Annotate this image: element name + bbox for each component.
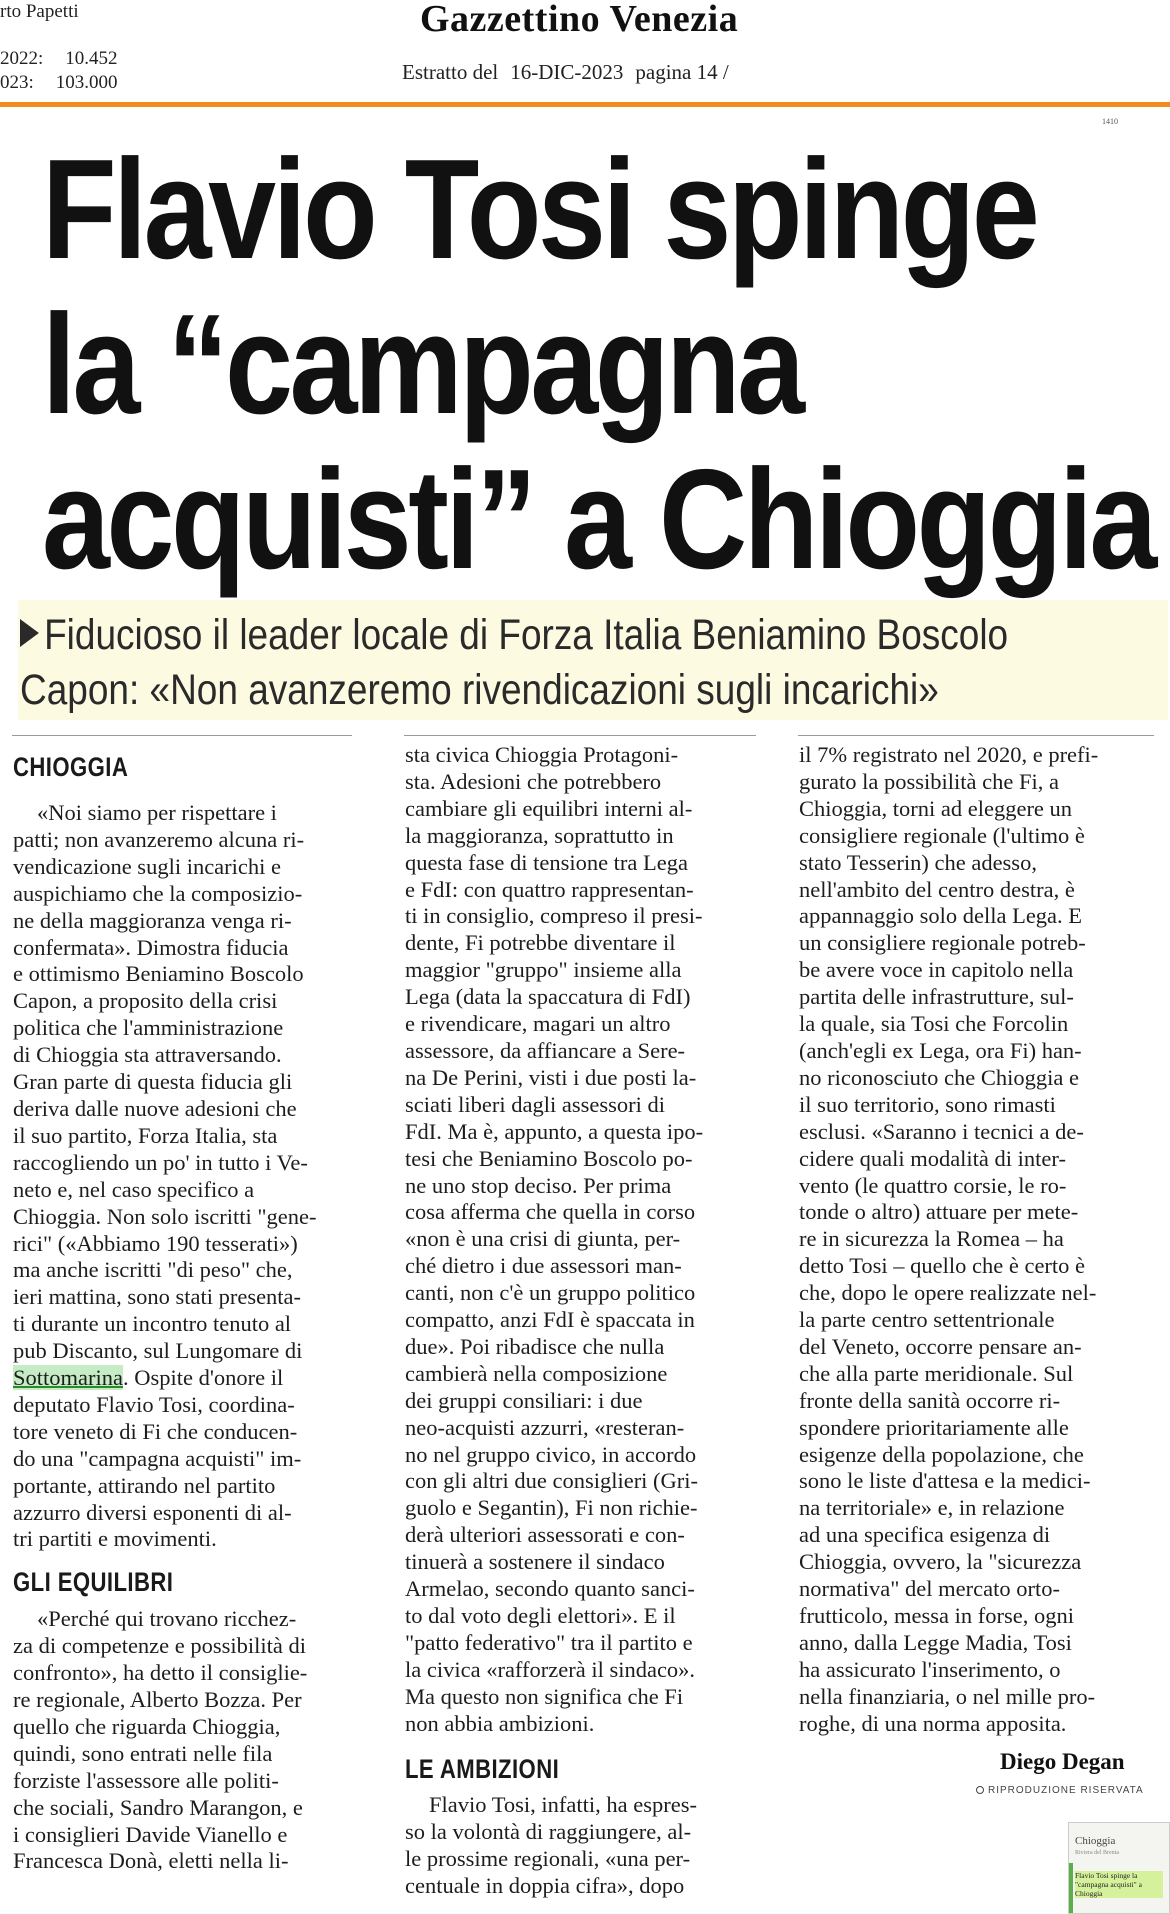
text-line: ne della maggioranza venga ri- xyxy=(13,907,292,933)
text-line: forziste l'assessore alle politi- xyxy=(13,1767,279,1793)
text-line: il suo territorio, sono rimasti xyxy=(799,1091,1056,1117)
thumbnail-subtitle: Riviera del Brenta xyxy=(1075,1850,1119,1856)
text-line: neo-acquisti azzurri, «resteran- xyxy=(405,1414,685,1440)
text-line: il suo partito, Forza Italia, sta xyxy=(13,1122,278,1148)
text-line: cosa afferma che quella in corso xyxy=(405,1199,696,1225)
publication-name: Gazzettino Venezia xyxy=(420,0,739,40)
text-line: pub Discanto, sul Lungomare di xyxy=(13,1338,303,1364)
text-line: sciati liberi dagli assessori di xyxy=(405,1091,665,1117)
text-line: partita delle infrastrutture, sul- xyxy=(799,984,1074,1010)
text-line: tesi che Beniamino Boscolo po- xyxy=(405,1145,693,1171)
article-column-3 xyxy=(799,742,1151,1738)
section-title-ambizioni: LE AMBIZIONI xyxy=(405,1753,560,1784)
extract-date: 16-DIC-2023 xyxy=(510,60,624,84)
text-line: assessore, da affiancare a Sere- xyxy=(405,1037,686,1063)
text-line: dente, Fi potrebbe diventare il xyxy=(405,930,676,956)
text-line: FdI. Ma è, appunto, a questa ipo- xyxy=(405,1118,704,1144)
highlighted-place-name: Sottomarina xyxy=(13,1365,123,1391)
text-line: fronte della sanità occorre ri- xyxy=(799,1387,1061,1413)
article-column-1 xyxy=(13,800,365,1875)
text-line: ché dietro i due assessori man- xyxy=(405,1253,682,1279)
stat-label-2: 023: xyxy=(0,72,34,93)
text-line: cambierà nella composizione xyxy=(405,1360,668,1386)
text-line: Capon, a proposito della crisi xyxy=(13,988,278,1014)
article-column-2 xyxy=(405,742,757,1900)
text-line: Lega (data la spaccatura di FdI) xyxy=(405,984,691,1010)
text-line: anno, dalla Legge Madia, Tosi xyxy=(799,1629,1072,1655)
text-line: neto e, nel caso specifico a xyxy=(13,1176,255,1202)
dateline: CHIOGGIA xyxy=(13,752,129,782)
text-line: frutticolo, messa in forse, ogni xyxy=(799,1603,1074,1628)
text-line: roghe, di una norma apposita. xyxy=(799,1710,1067,1736)
text-line: di Chioggia sta attraversando. xyxy=(13,1042,282,1068)
text-line: re regionale, Alberto Bozza. Per xyxy=(13,1687,302,1712)
header-left-block xyxy=(0,0,118,95)
text-line: dei gruppi consiliari: i due xyxy=(405,1387,643,1413)
column-1-lines-c xyxy=(13,1606,365,1875)
text-line: le prossime regionali, «una per- xyxy=(405,1846,691,1872)
triangle-bullet-icon xyxy=(20,619,39,647)
text-line: consigliere regionale (l'ultimo è xyxy=(799,822,1085,848)
text-line: compatto, anzi FdI è spaccata in xyxy=(405,1307,695,1333)
text-line: del Veneto, occorre pensare an- xyxy=(799,1333,1082,1359)
rights-notice xyxy=(976,1785,1144,1796)
text-line: nella finanziaria, o nel mille pro- xyxy=(799,1683,1096,1709)
text-line: na De Perini, visti i due posti la- xyxy=(405,1064,697,1090)
text-line: con gli altri due consiglieri (Gri- xyxy=(405,1468,699,1494)
text-line: so la volontà di raggiungere, al- xyxy=(405,1819,692,1845)
text-line: raccogliendo un po' in tutto i Ve- xyxy=(13,1149,308,1175)
text-line: Flavio Tosi, infatti, ha espres- xyxy=(429,1792,697,1818)
text-line: vendicazione sugli incarichi e xyxy=(13,853,282,879)
text-line: la civica «rafforzerà il sindaco». xyxy=(405,1656,696,1682)
rights-text: RIPRODUZIONE RISERVATA xyxy=(988,1785,1144,1796)
text-line: Francesca Donà, eletti nella li- xyxy=(13,1848,289,1874)
author-fragment: rto Papetti xyxy=(0,1,79,22)
column-1-highlight-rest: . Ospite d'onore il xyxy=(122,1365,284,1391)
text-line: la quale, sia Tosi che Forcolin xyxy=(799,1011,1069,1037)
text-line: Armelao, secondo quanto sanci- xyxy=(405,1576,695,1602)
text-line: confronto», ha detto il consiglie- xyxy=(13,1660,308,1686)
text-line: nell'ambito del centro destra, è xyxy=(799,876,1075,902)
text-line: do una "campagna acquisti" im- xyxy=(13,1445,302,1471)
author-signature: Diego Degan xyxy=(1000,1749,1125,1774)
text-line: auspichiamo che la composizio- xyxy=(13,880,303,906)
text-line: ha assicurato l'inserimento, o xyxy=(799,1656,1061,1682)
text-line: ti durante un incontro tenuto al xyxy=(13,1311,292,1337)
subhead-line-2: Capon: «Non avanzeremo rivendicazioni sugli incarichi» xyxy=(20,666,939,714)
page-label: pagina 14 / xyxy=(635,60,729,84)
text-line: rici" («Abbiamo 190 tesserati») xyxy=(13,1230,298,1256)
text-line: sta civica Chioggia Protagoni- xyxy=(405,742,679,767)
text-line: «Noi siamo per rispettare i xyxy=(37,800,277,825)
text-line: ne uno stop deciso. Per prima xyxy=(405,1172,672,1198)
text-line: ma anche iscritti "di peso" che, xyxy=(13,1257,293,1283)
section-title-equilibri: GLI EQUILIBRI xyxy=(13,1567,174,1598)
text-line: gurato la possibilità che Fi, a xyxy=(799,768,1059,794)
text-line: derà ulteriori assessorati e con- xyxy=(405,1522,685,1548)
text-line: maggior "gruppo" insieme alla xyxy=(405,957,682,983)
text-line: canti, non c'è un gruppo politico xyxy=(405,1280,696,1306)
text-line: no nel gruppo civico, in accordo xyxy=(405,1441,697,1467)
header-divider xyxy=(0,102,1170,107)
text-line: sta. Adesioni che potrebbero xyxy=(405,768,662,794)
stat-row-2 xyxy=(0,71,118,95)
text-line: vento (le quattro corsie, le ro- xyxy=(799,1172,1067,1198)
text-line: tore veneto di Fi che conducen- xyxy=(13,1418,298,1444)
text-line: cambiare gli equilibri interni al- xyxy=(405,795,693,821)
text-line: e FdI: con quattro rappresentan- xyxy=(405,876,694,902)
text-line: la maggioranza, soprattutto in xyxy=(405,822,674,848)
text-line: azzurro diversi esponenti di al- xyxy=(13,1499,292,1525)
copyright-icon xyxy=(976,1786,984,1794)
text-line: i consiglieri Davide Vianello e xyxy=(13,1821,288,1847)
text-line: la parte centro settentrionale xyxy=(799,1307,1055,1333)
column-2-lines xyxy=(405,742,757,1738)
text-line: centuale in doppia cifra», dopo xyxy=(405,1873,685,1899)
text-line: «Perché qui trovano ricchez- xyxy=(37,1606,297,1632)
text-line: sono le liste d'attesa e la medici- xyxy=(799,1468,1091,1494)
text-line: deputato Flavio Tosi, coordina- xyxy=(13,1391,295,1417)
text-line: normativa" del mercato orto- xyxy=(799,1576,1060,1602)
column-1-highlight-line xyxy=(13,1365,365,1392)
text-line: e rivendicare, magari un altro xyxy=(405,1011,671,1037)
text-line: confermata». Dimostra fiducia xyxy=(13,934,289,960)
text-line: Ma questo non significa che Fi xyxy=(405,1683,684,1709)
text-line: cidere quali modalità di inter- xyxy=(799,1145,1066,1171)
thumbnail-accent-bar xyxy=(1069,1863,1073,1914)
text-line: Chioggia, torni ad eleggere un xyxy=(799,795,1073,821)
text-line: non abbia ambizioni. xyxy=(405,1710,595,1736)
text-line: appannaggio solo della Lega. E xyxy=(799,903,1083,929)
text-line: quindi, sono entrati nelle fila xyxy=(13,1740,273,1766)
text-line: tri partiti e movimenti. xyxy=(13,1526,217,1552)
text-line: che alla parte meridionale. Sul xyxy=(799,1360,1074,1386)
text-line: (anch'egli ex Lega, ora Fi) han- xyxy=(799,1037,1082,1063)
text-line: questa fase di tensione tra Lega xyxy=(405,849,689,875)
thumbnail-title: Chioggia xyxy=(1075,1835,1116,1847)
text-line: due». Poi ribadisce che nulla xyxy=(405,1333,665,1359)
text-line: no riconosciuto che Chioggia e xyxy=(799,1064,1079,1090)
text-line: za di competenze e possibilità di xyxy=(13,1633,307,1659)
text-line: tonde o altro) attuare per mete- xyxy=(799,1199,1079,1225)
text-line: patti; non avanzeremo alcuna ri- xyxy=(13,826,305,852)
stat-value-2: 103.000 xyxy=(55,72,118,93)
text-line: Chioggia, ovvero, la "sicurezza xyxy=(799,1549,1082,1575)
column-rule-1 xyxy=(12,735,352,736)
column-rule-3 xyxy=(798,735,1154,736)
text-line: ieri mattina, sono stati presenta- xyxy=(13,1284,302,1310)
text-line: Gran parte di questa fiducia gli xyxy=(13,1069,293,1095)
text-line: tinuerà a sostenere il sindaco xyxy=(405,1549,665,1575)
text-line: un consigliere regionale potreb- xyxy=(799,930,1086,956)
column-1-lines-b xyxy=(13,1392,365,1553)
extract-label: Estratto del xyxy=(402,60,499,84)
text-line: ad una specifica esigenza di xyxy=(799,1522,1051,1548)
text-line: esclusi. «Saranno i tecnici a de- xyxy=(799,1118,1084,1144)
text-line: Chioggia. Non solo iscritti "gene- xyxy=(13,1203,317,1229)
text-line: quello che riguarda Chioggia, xyxy=(13,1713,281,1739)
text-line: esigenze della popolazione, che xyxy=(799,1441,1084,1467)
headline-line-2: la “campagna xyxy=(42,285,802,444)
text-line: portante, attirando nel partito xyxy=(13,1472,276,1498)
headline-line-1: Flavio Tosi spinge xyxy=(42,130,1037,289)
stat-row-1 xyxy=(0,47,118,71)
text-line: detto Tosi – quello che è certo è xyxy=(799,1253,1086,1279)
page-thumbnail[interactable] xyxy=(1068,1822,1170,1914)
stat-value-1: 10.452 xyxy=(65,48,118,69)
column-rule-2 xyxy=(404,735,756,736)
text-line: il 7% registrato nel 2020, e prefi- xyxy=(799,742,1099,767)
text-line: be avere voce in capitolo nella xyxy=(799,957,1074,983)
text-line: che, dopo le opere realizzate nel- xyxy=(799,1280,1097,1306)
text-line: stato Tesserin) che adesso, xyxy=(799,849,1037,875)
subhead-line-1: Fiducioso il leader locale di Forza Italia Beniamino Boscolo xyxy=(44,611,1009,659)
column-1-lines xyxy=(13,800,365,1365)
thumbnail-caption: Flavio Tosi spinge la "campagna acquisti" a Chioggia xyxy=(1075,1871,1163,1898)
page-code: 1410 xyxy=(1102,117,1118,126)
text-line: re in sicurezza la Romea – ha xyxy=(799,1226,1064,1252)
stat-label-1: 2022: xyxy=(0,48,44,69)
column-2-lines-b xyxy=(405,1792,757,1900)
text-line: guolo e Segantin), Fi non richie- xyxy=(405,1495,698,1521)
text-line: spondere prioritariamente alle xyxy=(799,1414,1069,1440)
text-line: ti in consiglio, compreso il presi- xyxy=(405,903,703,929)
text-line: e ottimismo Beniamino Boscolo xyxy=(13,961,304,987)
text-line: «non è una crisi di giunta, per- xyxy=(405,1226,681,1252)
text-line: deriva dalle nuove adesioni che xyxy=(13,1095,297,1121)
column-3-lines xyxy=(799,742,1151,1738)
text-line: politica che l'amministrazione xyxy=(13,1015,284,1041)
headline xyxy=(42,130,1154,599)
text-line: to dal voto degli elettori». E il xyxy=(405,1603,676,1628)
headline-line-3: acquisti” a Chioggia xyxy=(42,440,1154,599)
extract-info xyxy=(402,60,741,85)
subheadline xyxy=(20,608,1009,718)
text-line: "patto federativo" tra il partito e xyxy=(405,1629,693,1655)
text-line: na territoriale» e, in relazione xyxy=(799,1495,1065,1521)
text-line: che sociali, Sandro Marangon, e xyxy=(13,1794,303,1820)
